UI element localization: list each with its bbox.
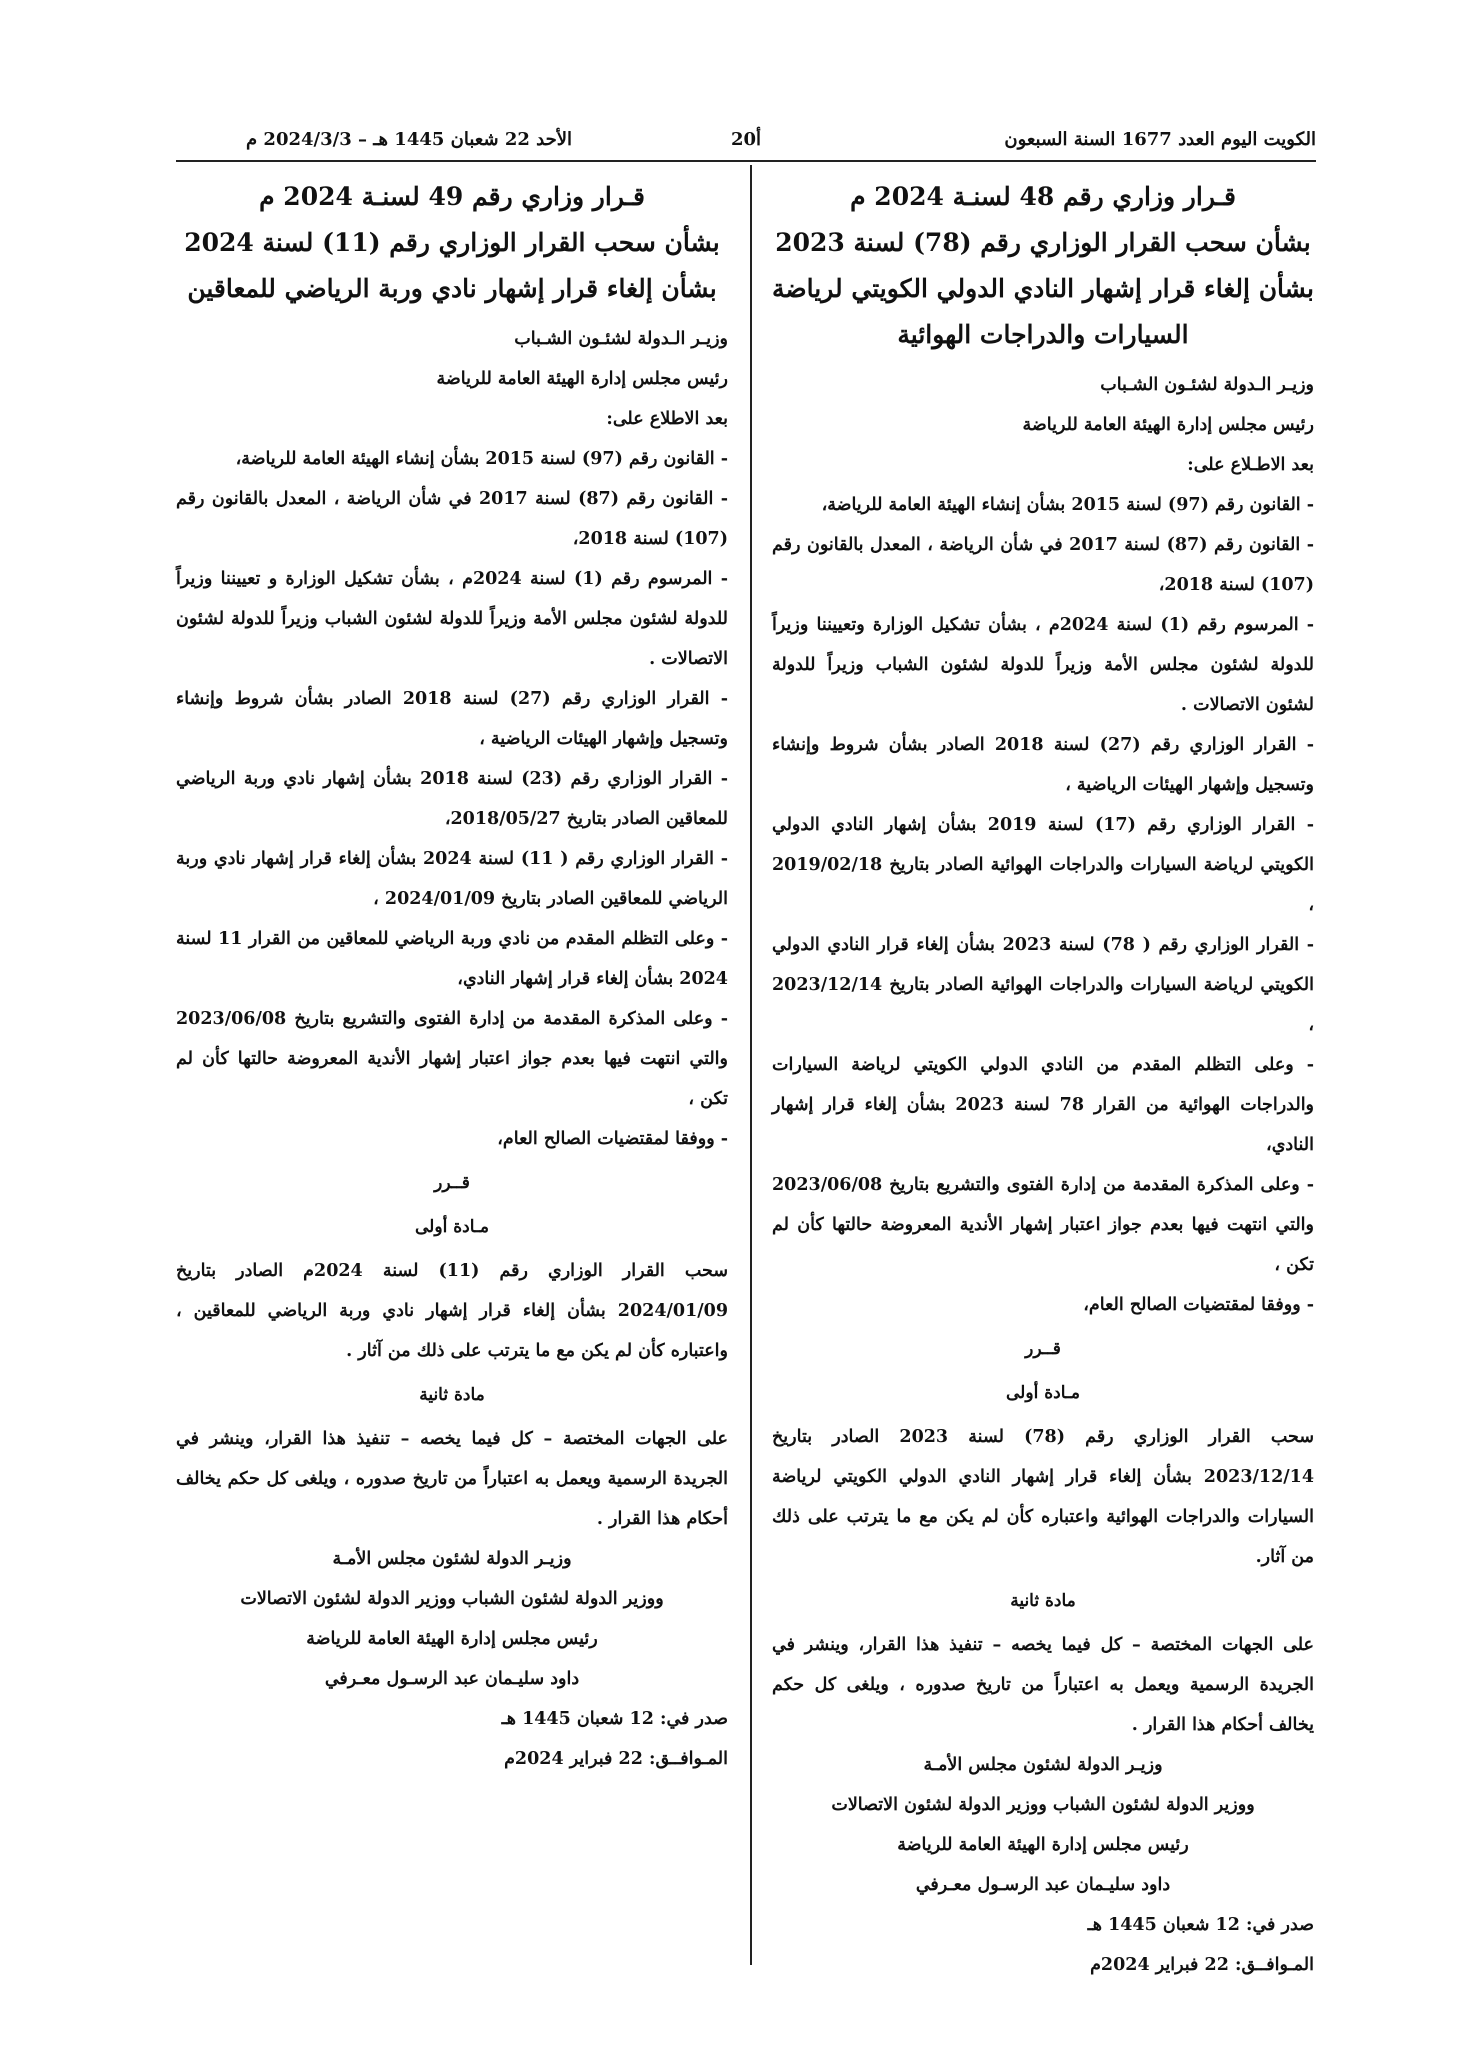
title-line: السيارات والدراجات الهوائية: [897, 320, 1189, 349]
reference-item: - القرار الوزاري رقم (23) لسنة 2018 بشأن إشهار نادي وربة الرياضي للمعاقين الصادر بتاريخ 2018/05/27،: [176, 769, 728, 829]
issued-date-line: المـوافــق: 22 فبراير 2024م: [1090, 1955, 1314, 1975]
article-1-label: مـادة أولى: [1006, 1383, 1080, 1403]
column-divider: [750, 165, 752, 1965]
title-line: بشأن إلغاء قرار إشهار النادي الدولي الكويتي لرياضة: [772, 274, 1314, 303]
title-line: بشأن سحب القرار الوزاري رقم (78) لسنة 2023: [775, 228, 1311, 257]
intro-line: وزيـر الـدولة لشئـون الشـباب: [1100, 375, 1314, 395]
issued-date-line: المـوافــق: 22 فبراير 2024م: [504, 1749, 728, 1769]
issued-date-line: صدر في: 12 شعبان 1445 هـ: [501, 1709, 728, 1729]
signature-line: وزيـر الدولة لشئون مجلس الأمـة: [923, 1755, 1163, 1775]
article-2-text: على الجهات المختصة – كل فيما يخصه – تنفيذ هذا القرار، وينشر في الجريدة الرسمية ويعمل به اعتباراً من تاريخ صدوره ، ويلغى كل حكم يخالف أحكام هذا القرار .: [772, 1635, 1314, 1735]
intro-line: بعد الاطلاع على:: [606, 409, 728, 429]
reference-item: - ووفقا لمقتضيات الصالح العام،: [497, 1129, 728, 1149]
decision-label: قــرر: [1025, 1339, 1061, 1359]
reference-item: - القرار الوزاري رقم (17) لسنة 2019 بشأن إشهار النادي الدولي الكويتي لرياضة السيارات والدراجات الهوائية الصادر بتاريخ 2019/02/18 ،: [772, 815, 1314, 915]
signature-line: ووزير الدولة لشئون الشباب ووزير الدولة لشئون الاتصالات: [831, 1795, 1255, 1815]
intro-line: بعد الاطـلاع على:: [1187, 455, 1314, 475]
reference-item: - المرسوم رقم (1) لسنة 2024م ، بشأن تشكيل الوزارة وتعييننا وزيراً للدولة لشئون مجلس الأمة وزيراً للدولة لشئون الشباب وزيراً للدولة لشئون الاتصالات .: [772, 615, 1315, 715]
reference-item: - القانون رقم (87) لسنة 2017 في شأن الرياضة ، المعدل بالقانون رقم (107) لسنة 2018،: [176, 489, 728, 549]
reference-item: - القرار الوزاري رقم (27) لسنة 2018 الصادر بشأن شروط وإنشاء وتسجيل وإشهار الهيئات الرياضية ،: [176, 689, 728, 749]
reference-item: - القانون رقم (87) لسنة 2017 في شأن الرياضة ، المعدل بالقانون رقم (107) لسنة 2018،: [772, 535, 1314, 595]
header-date: الأحد 22 شعبان 1445 هـ – 2024/3/3 م: [246, 129, 573, 150]
reference-item: - القرار الوزاري رقم ( 78) لسنة 2023 بشأن إلغاء قرار النادي الدولي الكويتي لرياضة السيارات والدراجات الهوائية الصادر بتاريخ 2023/12/14 ،: [772, 935, 1314, 1035]
page-header: [176, 120, 1316, 162]
intro-line: وزيـر الـدولة لشئـون الشـباب: [514, 329, 728, 349]
decision-48-column: [772, 175, 1314, 1985]
article-2-label: مادة ثانية: [419, 1385, 485, 1405]
signature-line: وزيـر الدولة لشئون مجلس الأمـة: [332, 1549, 572, 1569]
article-1-text: سحب القرار الوزاري رقم (11) لسنة 2024م الصادر بتاريخ 2024/01/09 بشأن إلغاء قرار إشهار نادي وربة الرياضي للمعاقين ، واعتباره كأن لم يكن مع ما يترتب على ذلك من آثار .: [176, 1261, 729, 1361]
title-line: بشأن سحب القرار الوزاري رقم (11) لسنة 2024: [184, 228, 720, 257]
reference-item: - وعلى التظلم المقدم من نادي وربة الرياضي للمعاقين من القرار 11 لسنة 2024 بشأن إلغاء قرار إشهار النادي،: [176, 929, 729, 989]
decision-48-title: [772, 175, 1314, 357]
signature-line: ووزير الدولة لشئون الشباب ووزير الدولة لشئون الاتصالات: [240, 1589, 664, 1609]
reference-item: - ووفقا لمقتضيات الصالح العام،: [1083, 1295, 1314, 1315]
header-issue: الكويت اليوم العدد 1677 السنة السبعون: [1004, 129, 1316, 150]
reference-item: - القانون رقم (97) لسنة 2015 بشأن إنشاء الهيئة العامة للرياضة،: [821, 495, 1314, 515]
title-line: بشأن إلغاء قرار إشهار نادي وربة الرياضي للمعاقين: [187, 274, 717, 303]
reference-item: - وعلى التظلم المقدم من النادي الدولي الكويتي لرياضة السيارات والدراجات الهوائية من القرار 78 لسنة 2023 بشأن إلغاء قرار إشهار النادي،: [772, 1055, 1315, 1155]
decision-label: قــرر: [434, 1173, 470, 1193]
article-2-text: على الجهات المختصة – كل فيما يخصه – تنفيذ هذا القرار، وينشر في الجريدة الرسمية ويعمل به اعتباراً من تاريخ صدوره ، ويلغى كل حكم يخالف أحكام هذا القرار .: [176, 1429, 728, 1529]
header-page-number: 20أ: [730, 129, 762, 150]
reference-item: - القانون رقم (97) لسنة 2015 بشأن إنشاء الهيئة العامة للرياضة،: [235, 449, 728, 469]
title-line: قـرار وزاري رقم 48 لسنـة 2024 م: [850, 182, 1236, 211]
article-2-label: مادة ثانية: [1010, 1591, 1076, 1611]
signature-line: رئيس مجلس إدارة الهيئة العامة للرياضة: [897, 1835, 1189, 1855]
reference-item: - القرار الوزاري رقم ( 11) لسنة 2024 بشأن إلغاء قرار إشهار نادي وربة الرياضي للمعاقين الصادر بتاريخ 2024/01/09 ،: [176, 849, 728, 909]
signature-line: داود سليـمان عبد الرسـول معـرفي: [915, 1875, 1171, 1895]
reference-item: - المرسوم رقم (1) لسنة 2024م ، بشأن تشكيل الوزارة و تعييننا وزيراً للدولة لشئون مجلس الأمة وزيراً للدولة لشئون الشباب وزيراً للدولة لشئون الاتصالات .: [176, 569, 729, 669]
signature-line: داود سليـمان عبد الرسـول معـرفي: [324, 1669, 580, 1689]
article-1-text: سحب القرار الوزاري رقم (78) لسنة 2023 الصادر بتاريخ 2023/12/14 بشأن إلغاء قرار إشهار النادي الدولي الكويتي لرياضة السيارات والدراجات الهوائية واعتباره كأن لم يكن مع ما يترتب على ذلك من آثار.: [772, 1427, 1315, 1567]
intro-line: رئيس مجلس إدارة الهيئة العامة للرياضة: [436, 369, 728, 389]
article-1-label: مـادة أولى: [415, 1217, 489, 1237]
reference-item: - القرار الوزاري رقم (27) لسنة 2018 الصادر بشأن شروط وإنشاء وتسجيل وإشهار الهيئات الرياضية ،: [772, 735, 1314, 795]
signature-line: رئيس مجلس إدارة الهيئة العامة للرياضة: [306, 1629, 598, 1649]
decision-49-column: [176, 175, 728, 1779]
title-line: قـرار وزاري رقم 49 لسنـة 2024 م: [259, 182, 645, 211]
reference-item: - وعلى المذكرة المقدمة من إدارة الفتوى والتشريع بتاريخ 2023/06/08 والتي انتهت فيها بعدم جواز اعتبار إشهار الأندية المعروضة حالتها كأن لم تكن ،: [176, 1009, 728, 1109]
issued-date-line: صدر في: 12 شعبان 1445 هـ: [1087, 1915, 1314, 1935]
intro-line: رئيس مجلس إدارة الهيئة العامة للرياضة: [1022, 415, 1314, 435]
reference-item: - وعلى المذكرة المقدمة من إدارة الفتوى والتشريع بتاريخ 2023/06/08 والتي انتهت فيها بعدم جواز اعتبار إشهار الأندية المعروضة حالتها كأن لم تكن ،: [772, 1175, 1314, 1275]
decision-49-title: [176, 175, 728, 311]
